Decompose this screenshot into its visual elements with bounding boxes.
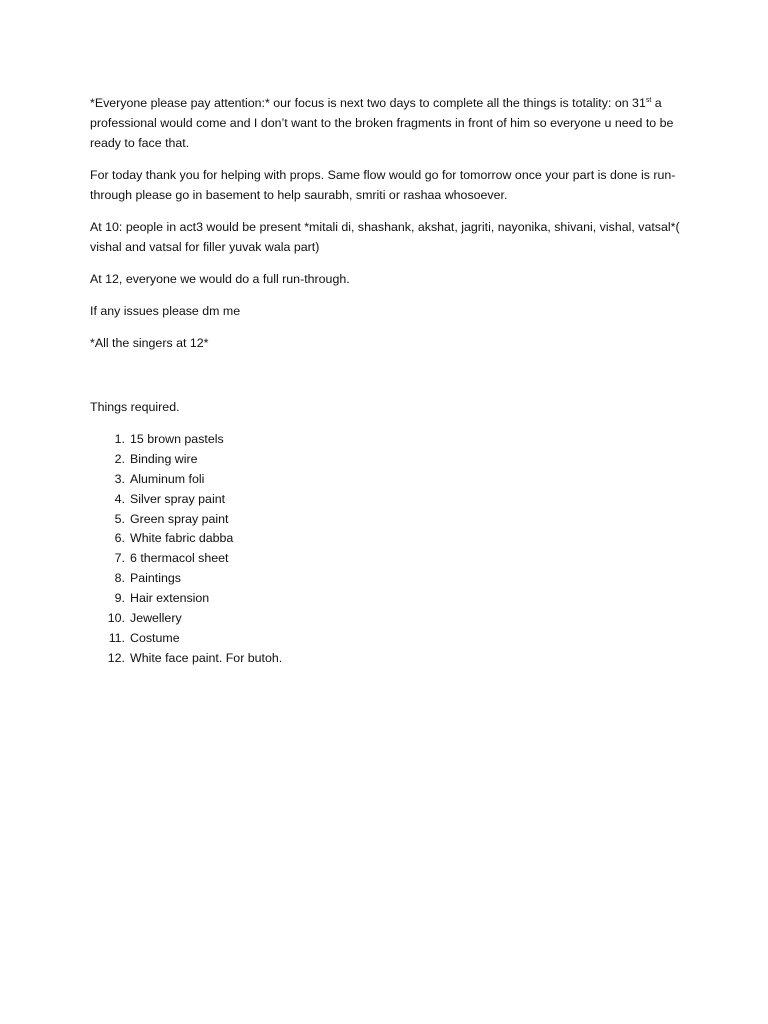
list-item xyxy=(90,588,690,608)
list-item xyxy=(90,528,690,548)
document-body xyxy=(90,93,690,668)
list-item xyxy=(90,608,690,628)
attention-paragraph xyxy=(90,93,690,153)
list-item xyxy=(90,548,690,568)
singers-paragraph: *All the singers at 12* xyxy=(90,336,209,350)
list-item xyxy=(90,648,690,668)
attention-text-continued: a professional would come and I don’t want to the broken fragments in front of him so everyone u need to be ready to face that. xyxy=(90,96,674,150)
things-required-list xyxy=(90,429,690,668)
runthrough-paragraph: At 12, everyone we would do a full run-through. xyxy=(90,272,350,286)
list-item-text: Hair extension xyxy=(130,591,210,606)
list-item-text: 15 brown pastels xyxy=(130,432,224,446)
list-item-text: White face paint. For butoh. xyxy=(130,650,283,665)
list-item-text: Aluminum foli xyxy=(130,471,205,486)
list-item xyxy=(90,628,690,648)
list-item xyxy=(90,449,690,469)
list-item-text: Jewellery xyxy=(130,611,182,626)
list-item-text: White fabric dabba xyxy=(130,531,234,546)
list-item-number: 11. xyxy=(108,630,125,645)
blank-space xyxy=(90,365,690,397)
props-paragraph: For today thank you for helping with props. Same flow would go for tomorrow once your part is done is run-through please go in basement to help saurabh, smriti or rashaa whosoever. xyxy=(90,168,676,202)
list-item-number: 1. xyxy=(114,432,125,446)
list-item-number: 7. xyxy=(114,551,125,566)
list-item-text: Costume xyxy=(130,630,180,645)
list-heading: Things required. xyxy=(90,400,180,414)
list-item-number: 2. xyxy=(114,451,125,466)
list-item-text: Paintings xyxy=(130,571,181,586)
attention-text: *Everyone please pay attention:* our focus is next two days to complete all the things is totality: on 31 xyxy=(90,96,646,110)
list-item xyxy=(90,509,690,529)
issues-paragraph: If any issues please dm me xyxy=(90,304,241,318)
ordinal-superscript: st xyxy=(645,97,652,104)
list-item-number: 3. xyxy=(114,471,125,486)
list-item-number: 6. xyxy=(114,531,125,546)
list-item-text: 6 thermacol sheet xyxy=(130,551,229,566)
list-item-number: 10. xyxy=(107,611,125,626)
act3-paragraph: At 10: people in act3 would be present *mitali di, shashank, akshat, jagriti, nayonika, shivani, vishal, vatsal*( vishal and vatsal for filler yuvak wala part) xyxy=(90,220,680,254)
list-item-text: Green spray paint xyxy=(130,511,229,526)
list-item xyxy=(90,429,690,449)
list-item xyxy=(90,489,690,509)
list-item-number: 4. xyxy=(114,491,125,506)
list-item-number: 8. xyxy=(114,571,125,586)
list-item-number: 12. xyxy=(107,650,125,665)
list-item xyxy=(90,469,690,489)
list-item-text: Silver spray paint xyxy=(130,491,226,506)
list-item xyxy=(90,568,690,588)
list-item-text: Binding wire xyxy=(130,451,198,466)
list-item-number: 9. xyxy=(114,591,125,606)
list-item-number: 5. xyxy=(114,511,125,526)
